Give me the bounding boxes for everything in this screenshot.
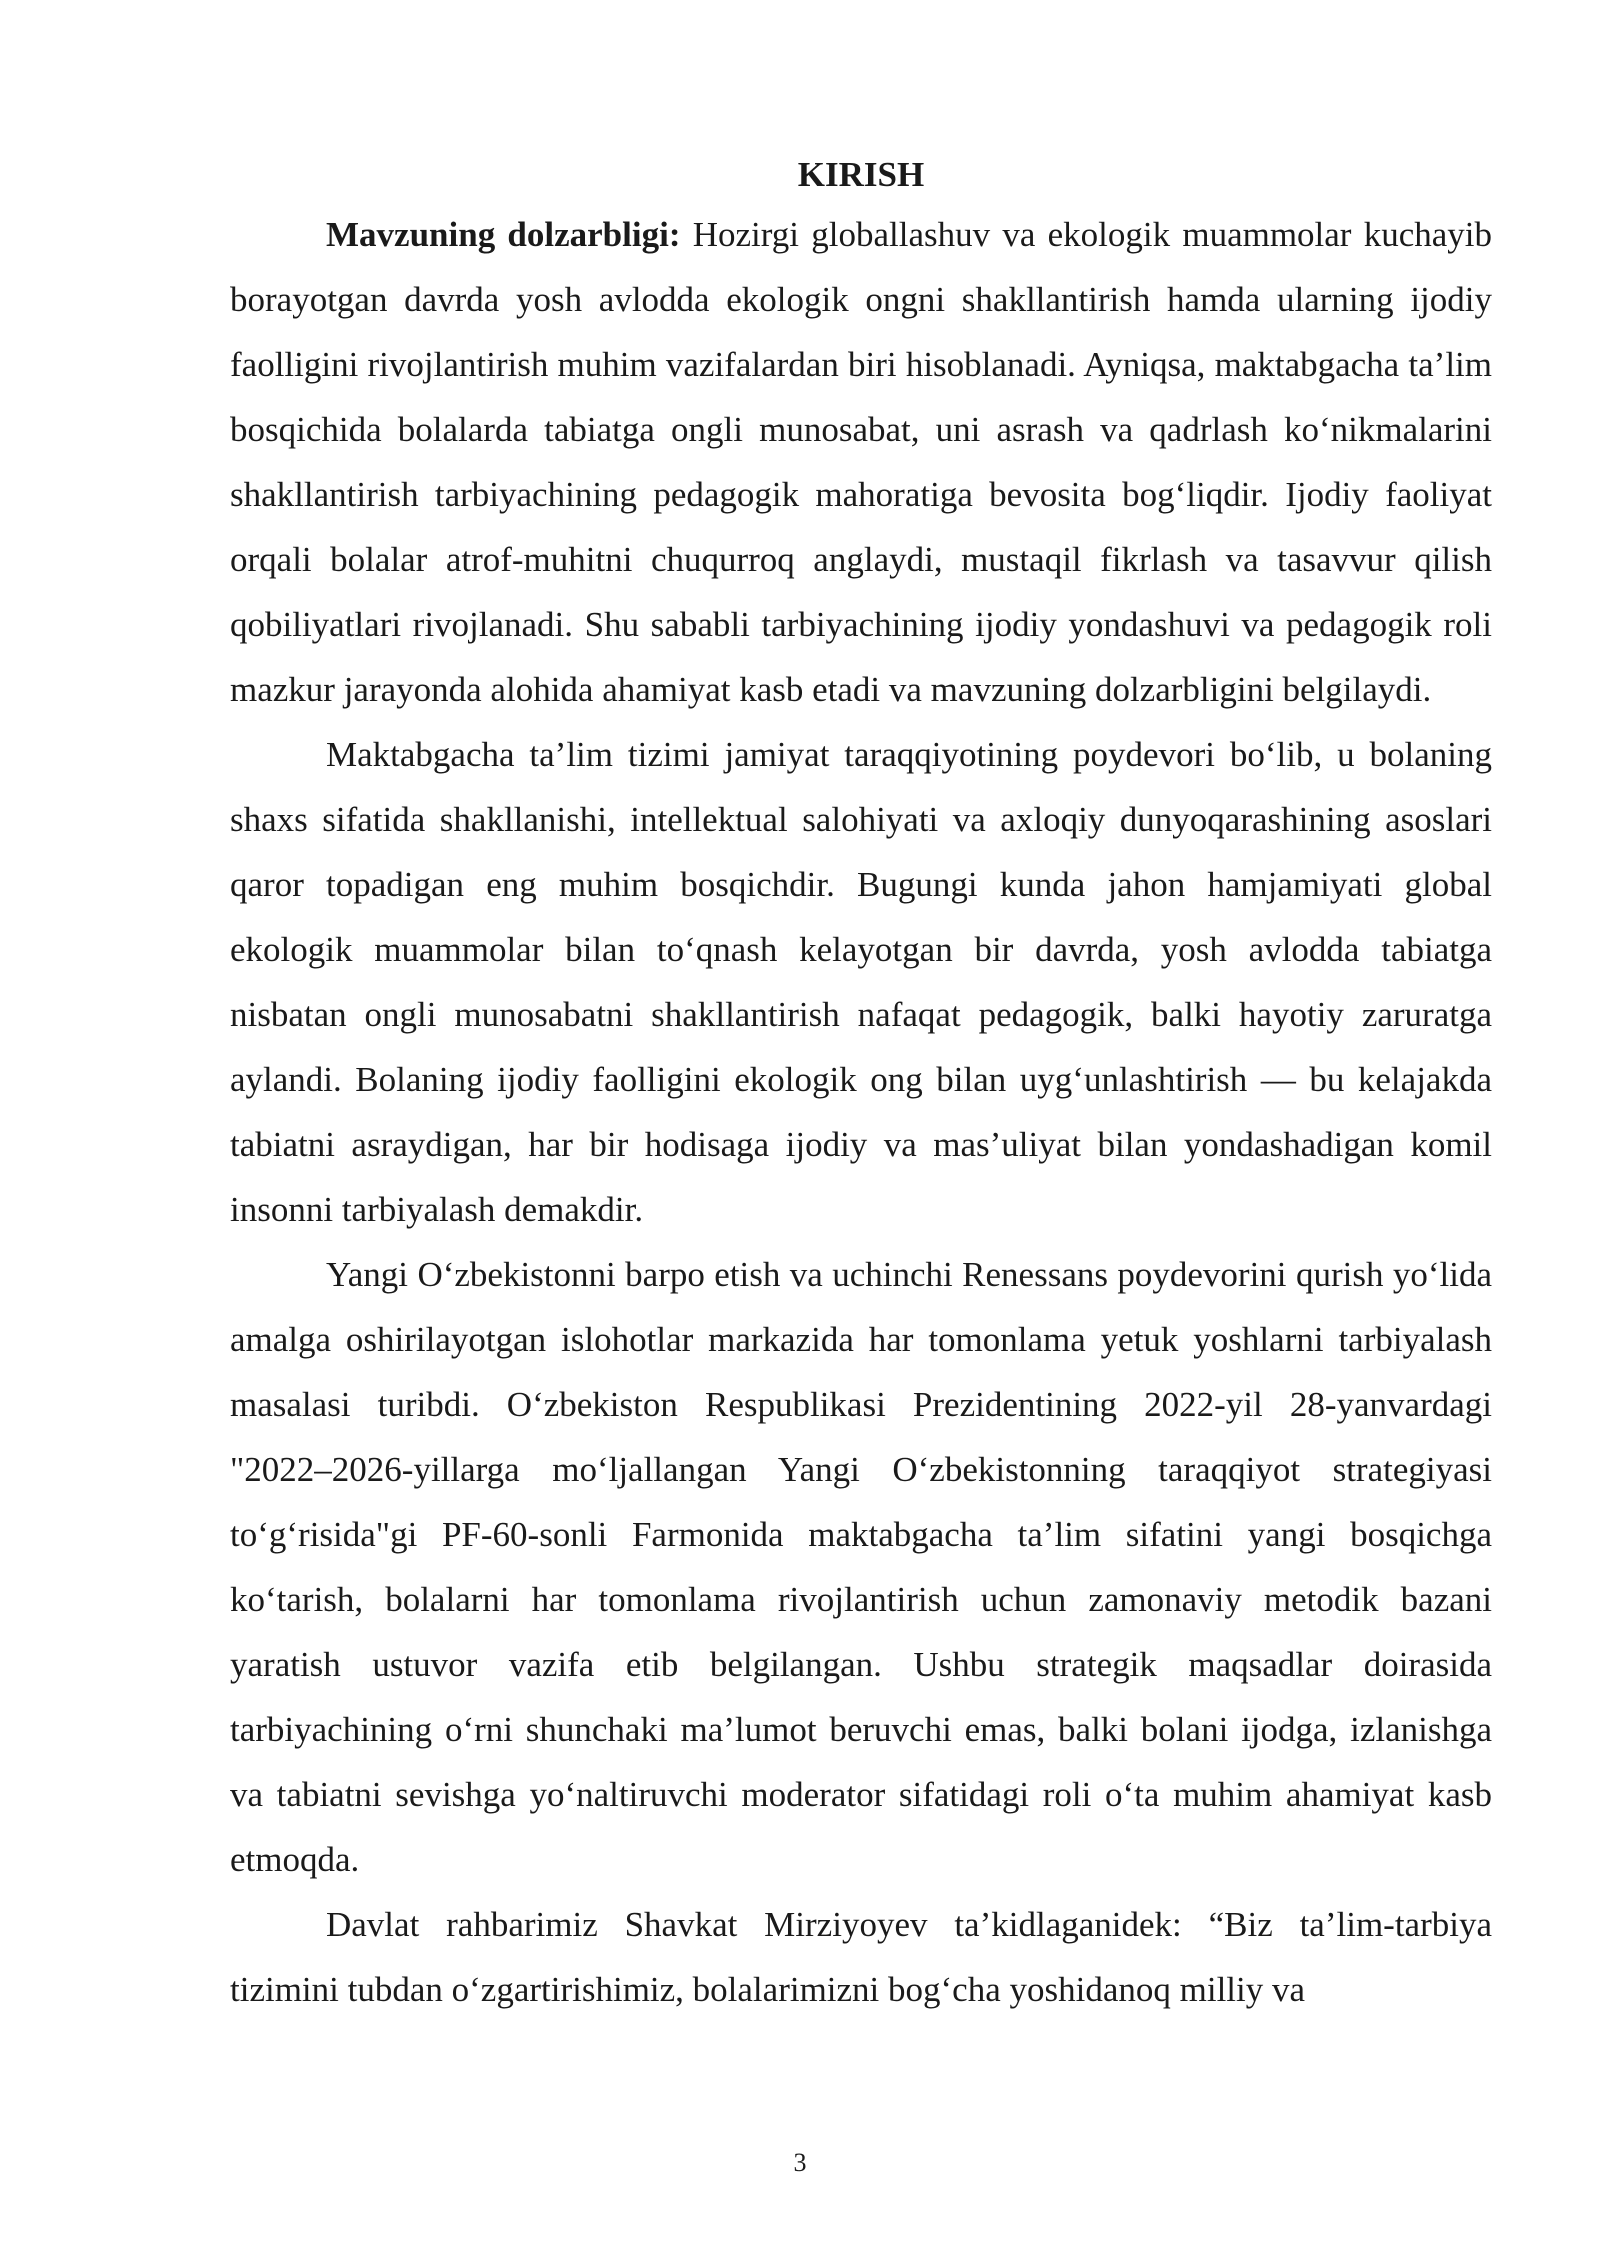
page-body: [230, 148, 1492, 2022]
paragraph-new-uzbekistan: Yangi O‘zbekistonni barpo etish va uchinchi Renessans poydevorini qurish yo‘lida amalga oshirilayotgan islohotlar markazida har tomonlama yetuk yoshlarni tarbiyalash masalasi turibdi. O‘zbekiston Respublikasi Prezidentining 2022-yil 28-yanvardagi "2022–2026-yillarga mo‘ljallangan Yangi O‘zbekistonning taraqqiyot strategiyasi to‘g‘risida"gi PF-60-sonli Farmonida maktabgacha ta’lim sifatini yangi bosqichga ko‘tarish, bolalarni har tomonlama rivojlantirish uchun zamonaviy metodik bazani yaratish ustuvor vazifa etib belgilangan. Ushbu strategik maqsadlar doirasida tarbiyachining o‘rni shunchaki ma’lumot beruvchi emas, balki bolani ijodga, izlanishga va tabiatni sevishga yo‘naltiruvchi moderator sifatidagi roli o‘ta muhim ahamiyat kasb etmoqda.: [230, 1255, 1492, 1879]
paragraph-relevance: [230, 202, 1492, 722]
paragraph-preschool: Maktabgacha ta’lim tizimi jamiyat taraqqiyotining poydevori bo‘lib, u bolaning shaxs sifatida shakllanishi, intellektual salohiyati va axloqiy dunyoqarashining asoslari qaror topadigan eng muhim bosqichdir. Bugungi kunda jahon hamjamiyati global ekologik muammolar bilan to‘qnash kelayotgan bir davrda, yosh avlodda tabiatga nisbatan ongli munosabatni shakllantirish nafaqat pedagogik, balki hayotiy zaruratga aylandi. Bolaning ijodiy faolligini ekologik ong bilan uyg‘unlashtirish — bu kelajakda tabiatni asraydigan, har bir hodisaga ijodiy va mas’uliyat bilan yondashadigan komil insonni tarbiyalash demakdir.: [230, 735, 1492, 1229]
paragraph-lead: Mavzuning dolzarbligi:: [326, 215, 681, 254]
paragraph-president-quote: Davlat rahbarimiz Shavkat Mirziyoyev ta’kidlaganidek: “Biz ta’lim-tarbiya tizimini tubdan o‘zgartirishimiz, bolalarimizni bog‘cha yoshidanoq milliy va: [230, 1905, 1492, 2009]
section-heading: KIRISH: [797, 155, 925, 194]
paragraph-text: Hozirgi globallashuv va ekologik muammolar kuchayib borayotgan davrda yosh avlodda ekologik ongni shakllantirish hamda ularning ijodiy faolligini rivojlantirish muhim vazifalardan biri hisoblanadi. Ayniqsa, maktabgacha ta’lim bosqichida bolalarda tabiatga ongli munosabat, uni asrash va qadrlash ko‘nikmalarini shakllantirish tarbiyachining pedagogik mahoratiga bevosita bog‘liqdir. Ijodiy faoliyat orqali bolalar atrof-muhitni chuqurroq anglaydi, mustaqil fikrlash va tasavvur qilish qobiliyatlari rivojlanadi. Shu sababli tarbiyachining ijodiy yondashuvi va pedagogik roli mazkur jarayonda alohida ahamiyat kasb etadi va mavzuning dolzarbligini belgilaydi.: [230, 215, 1492, 709]
page-number: 3: [793, 2148, 807, 2177]
